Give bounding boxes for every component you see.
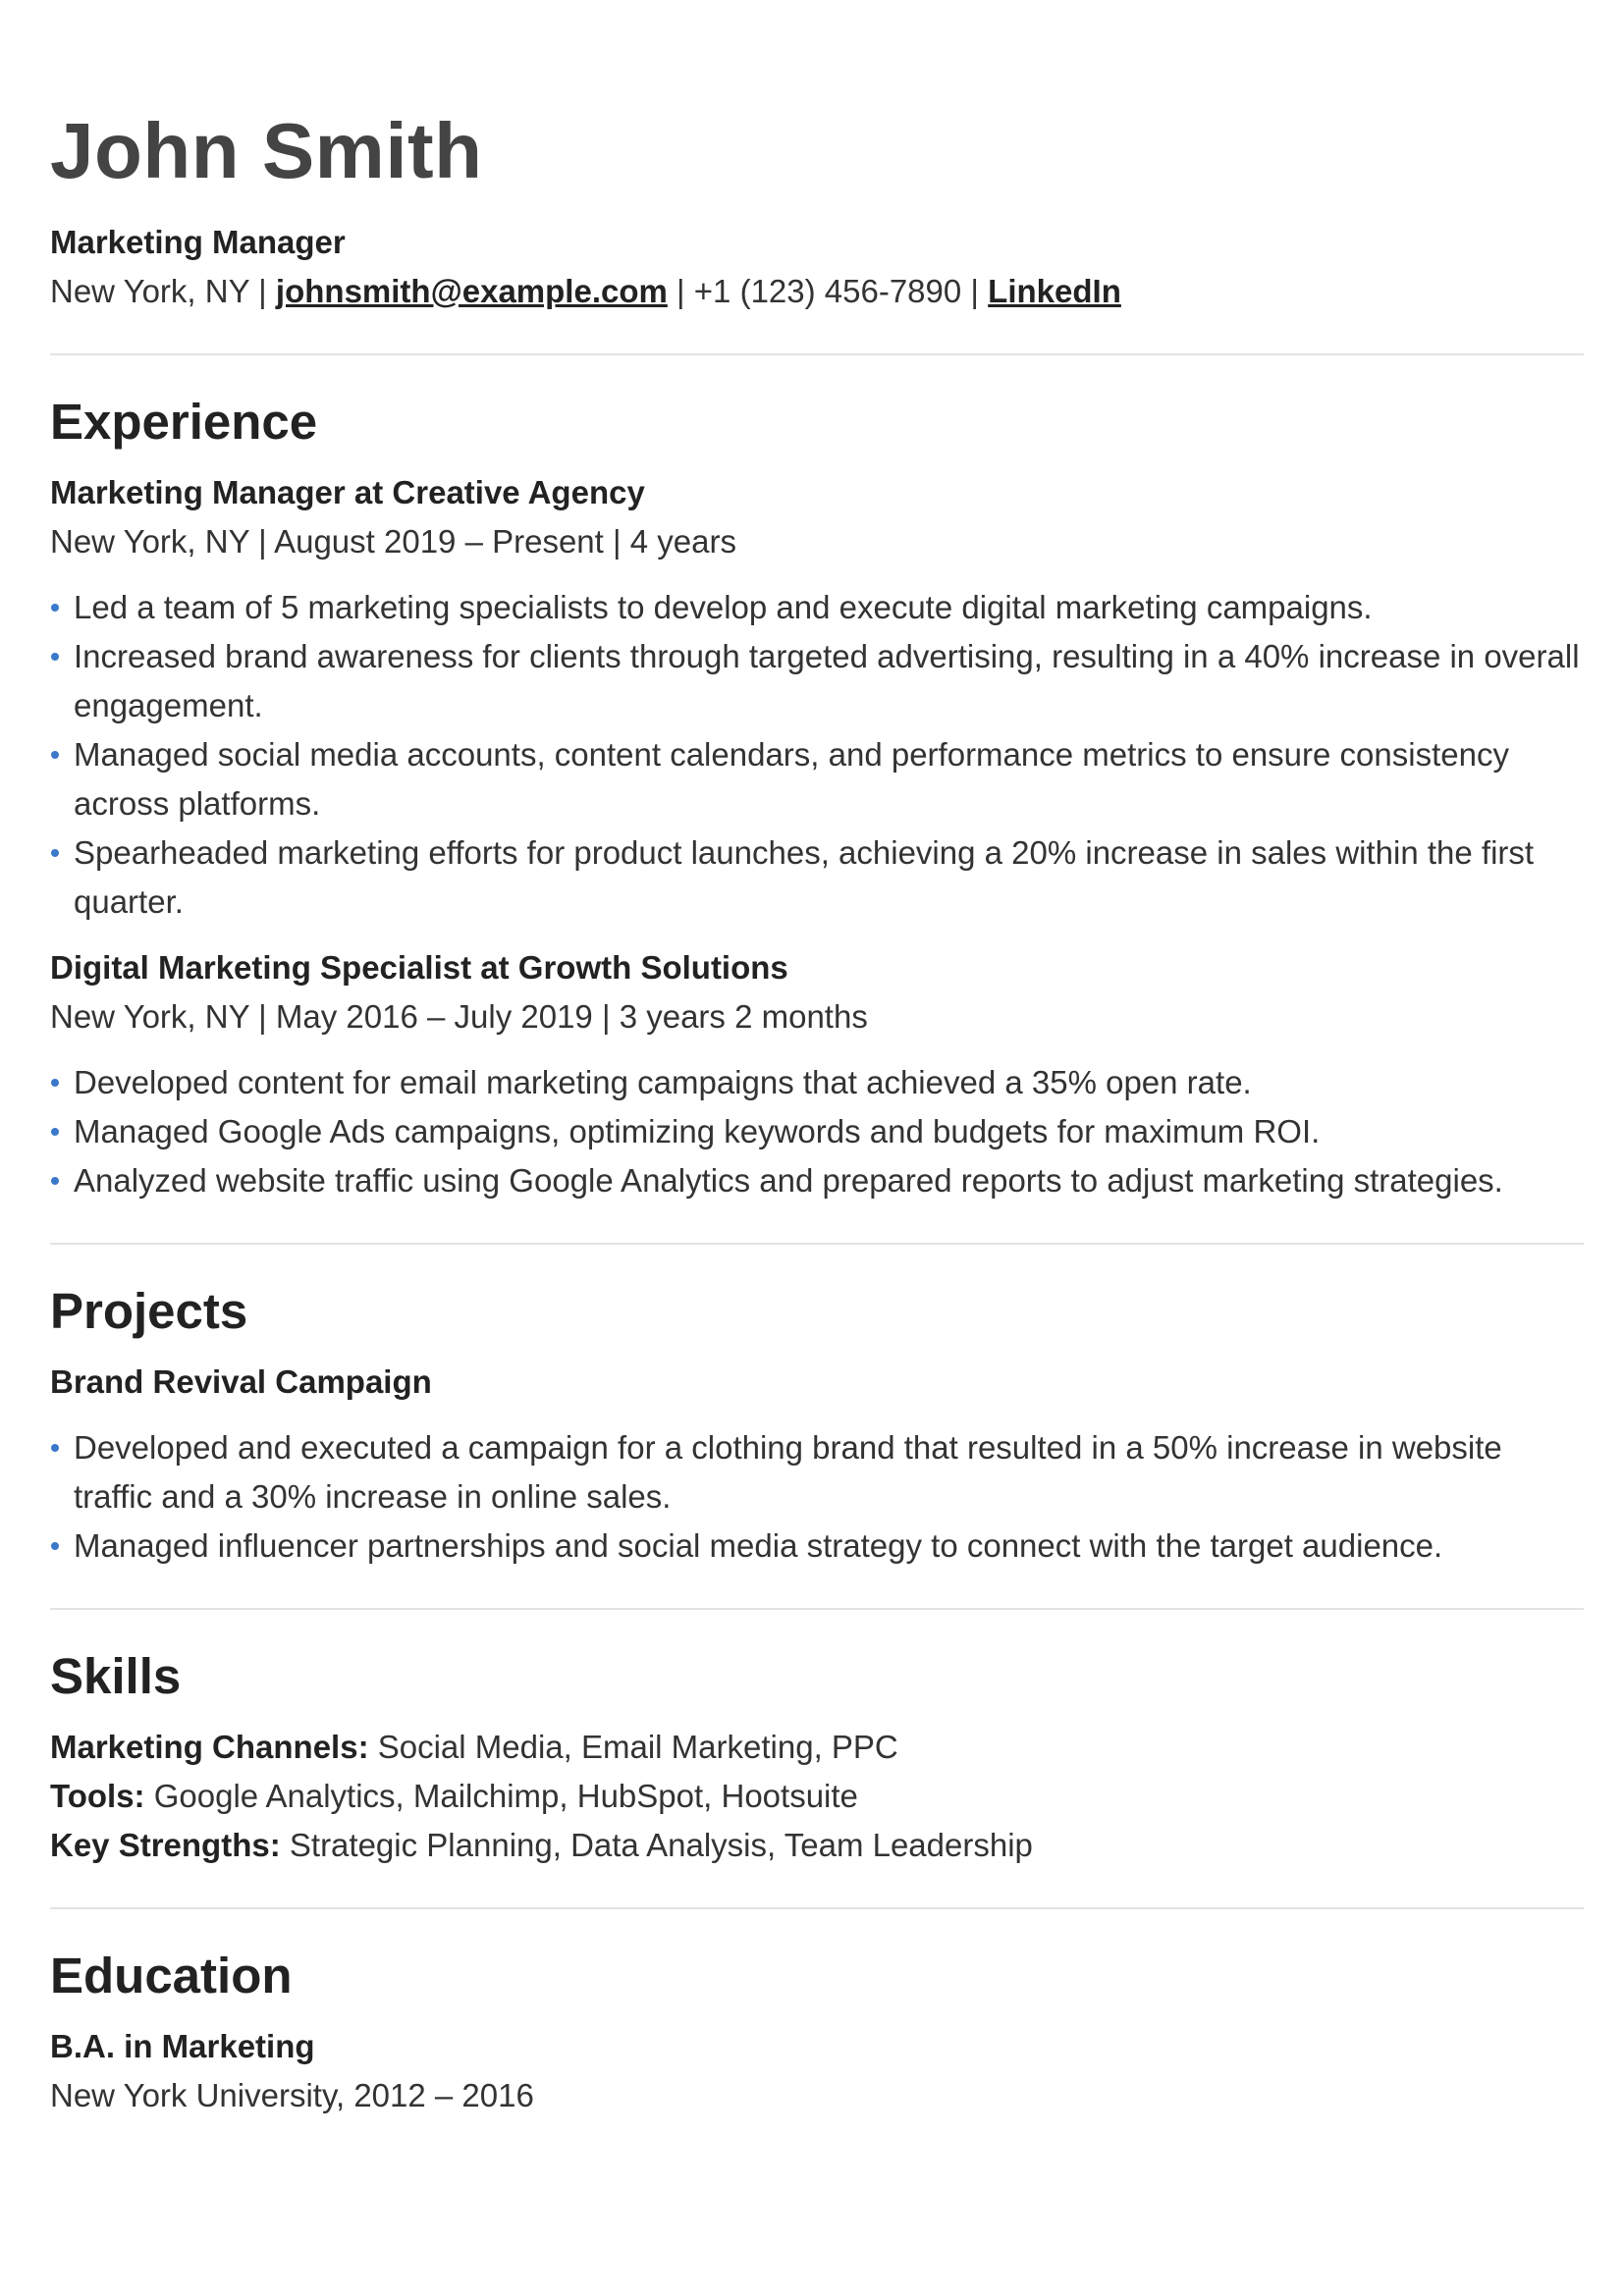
section-divider [50,1907,1584,1909]
email-link[interactable]: johnsmith@example.com [275,273,668,309]
skill-label: Key Strengths: [50,1827,281,1863]
contact-separator: | [970,273,979,309]
skill-label: Marketing Channels: [50,1729,369,1765]
contact-line [50,267,1584,316]
project-entry [50,1358,1584,1571]
project-bullets [50,1423,1584,1571]
section-title-education: Education [50,1948,293,2003]
job-meta: New York, NY | May 2016 – July 2019 | 3 years 2 months [50,998,868,1035]
bullet-item: Developed and executed a campaign for a clothing brand that resulted in a 50% increase in website traffic and a 30% increase in online sales. [50,1423,1584,1522]
contact-phone: +1 (123) 456-7890 [693,273,962,309]
bullet-item: Spearheaded marketing efforts for product launches, achieving a 20% increase in sales within the first quarter. [50,828,1584,927]
skill-value: Strategic Planning, Data Analysis, Team Leadership [289,1827,1033,1863]
job-entry [50,468,1584,927]
job-meta: New York, NY | August 2019 – Present | 4 years [50,523,736,560]
bullet-item: Analyzed website traffic using Google Analytics and prepared reports to adjust marketing strategies. [50,1156,1584,1205]
bullet-item: Increased brand awareness for clients through targeted advertising, resulting in a 40% increase in overall engagement. [50,632,1584,730]
resume-page [50,0,1584,2120]
education-section [50,1947,1584,2120]
skill-line [50,1772,1584,1821]
section-divider [50,353,1584,355]
projects-section [50,1282,1584,1571]
skills-section [50,1647,1584,1870]
skill-value: Social Media, Email Marketing, PPC [377,1729,898,1765]
job-bullets [50,1058,1584,1205]
skill-line [50,1723,1584,1772]
bullet-item: Managed influencer partnerships and social media strategy to connect with the target audience. [50,1522,1584,1571]
contact-separator: | [676,273,685,309]
job-title: Digital Marketing Specialist at Growth Solutions [50,949,788,986]
job-title: Marketing Manager at Creative Agency [50,474,645,510]
section-divider [50,1608,1584,1610]
bullet-item: Managed social media accounts, content calendars, and performance metrics to ensure consistency across platforms. [50,730,1584,828]
candidate-headline: Marketing Manager [50,224,346,260]
experience-section [50,393,1584,1205]
section-title-skills: Skills [50,1648,182,1704]
bullet-item: Managed Google Ads campaigns, optimizing keywords and budgets for maximum ROI. [50,1107,1584,1156]
bullet-item: Led a team of 5 marketing specialists to develop and execute digital marketing campaigns. [50,583,1584,632]
candidate-name: John Smith [50,107,483,194]
section-title-projects: Projects [50,1283,248,1339]
degree-title: B.A. in Marketing [50,2028,315,2064]
job-bullets [50,583,1584,927]
skill-line [50,1821,1584,1870]
school-dates: New York University, 2012 – 2016 [50,2077,534,2113]
skill-value: Google Analytics, Mailchimp, HubSpot, Hootsuite [153,1778,858,1814]
project-title: Brand Revival Campaign [50,1363,432,1400]
resume-header [50,0,1584,316]
linkedin-link[interactable]: LinkedIn [988,273,1121,309]
section-title-experience: Experience [50,394,318,450]
job-entry [50,943,1584,1205]
contact-location: New York, NY [50,273,249,309]
section-divider [50,1243,1584,1245]
contact-separator: | [258,273,267,309]
skill-label: Tools: [50,1778,145,1814]
education-entry [50,2022,1584,2120]
skills-list [50,1723,1584,1870]
bullet-item: Developed content for email marketing campaigns that achieved a 35% open rate. [50,1058,1584,1107]
